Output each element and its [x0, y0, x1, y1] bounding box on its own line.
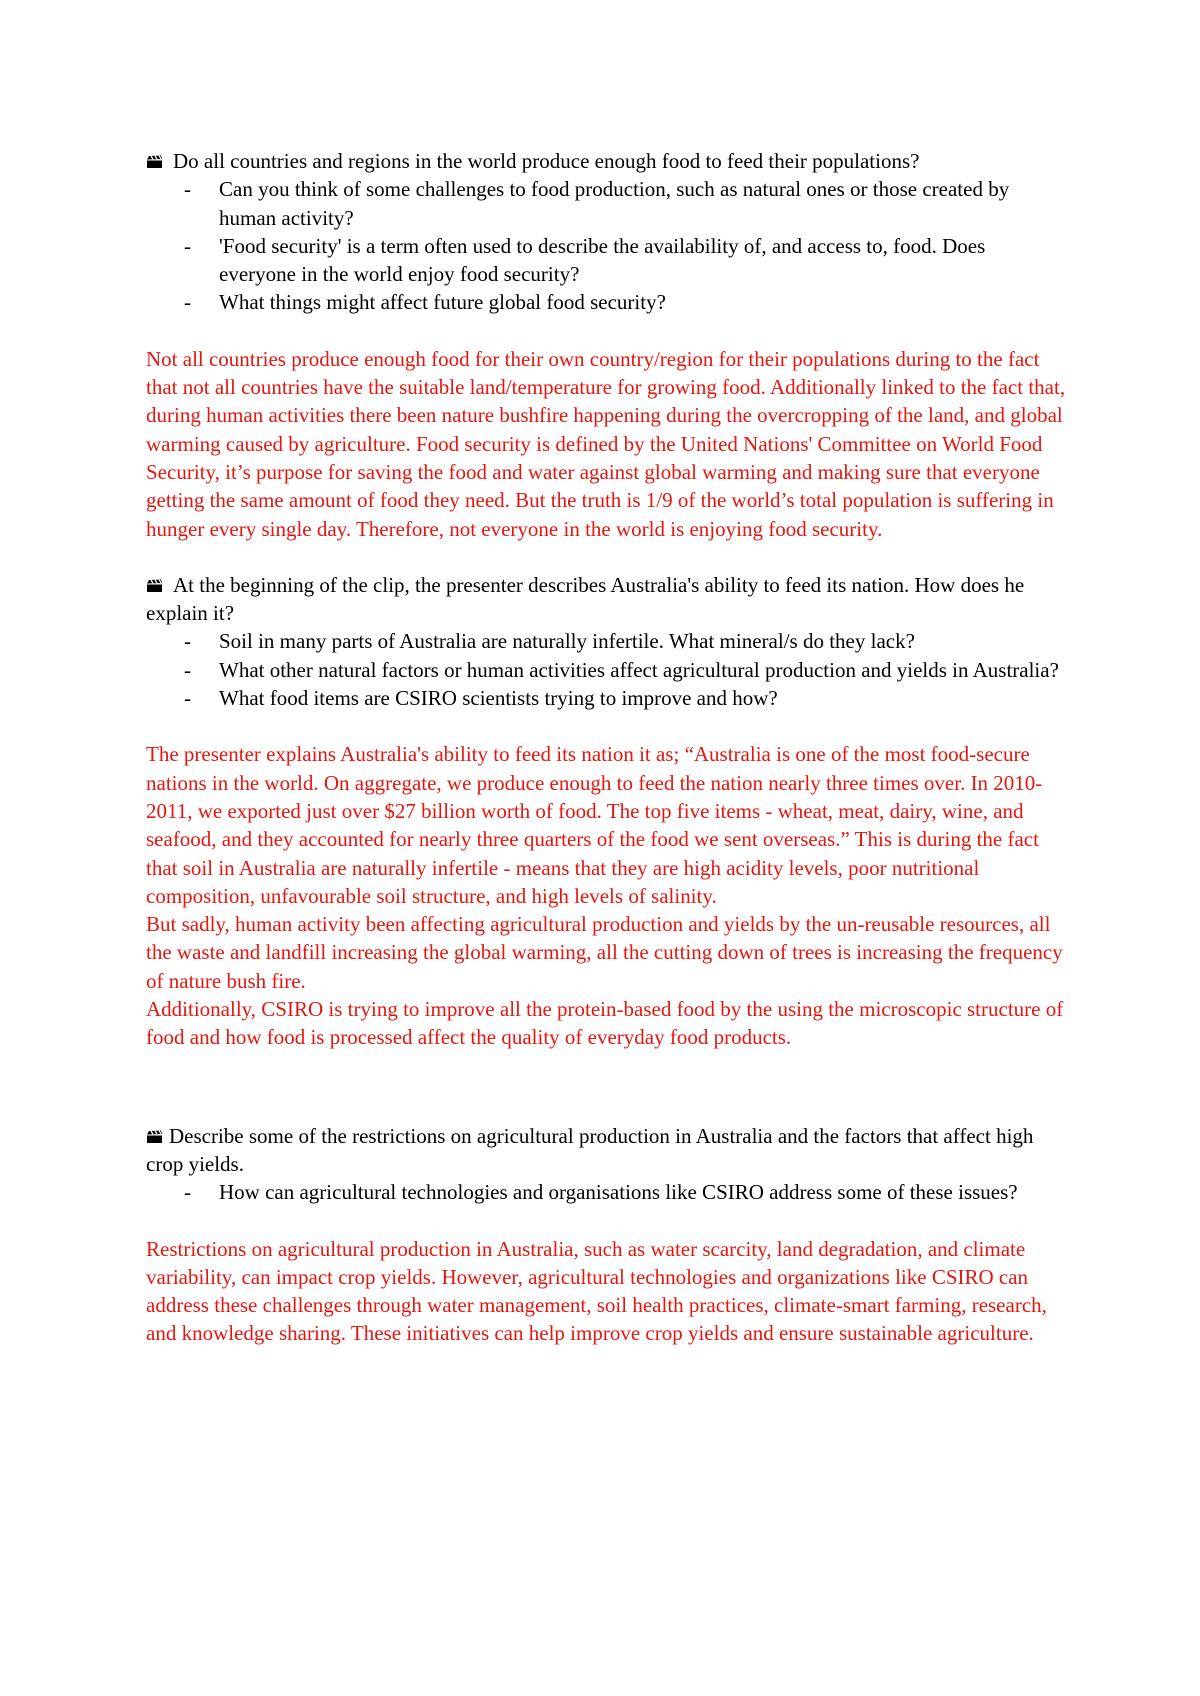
clapperboard-icon — [146, 155, 163, 169]
question-3 — [146, 1122, 1066, 1179]
question-block-2 — [146, 571, 1066, 712]
clapperboard-icon — [146, 1130, 163, 1144]
subquestion-list-2 — [146, 627, 1066, 712]
subquestion-list-3 — [146, 1178, 1066, 1206]
subquestion-item — [146, 627, 1066, 655]
question-1-text: Do all countries and regions in the world produce enough food to feed their populations? — [173, 149, 920, 173]
subquestion-text: What food items are CSIRO scientists trying to improve and how? — [219, 686, 778, 711]
subquestion-text: Can you think of some challenges to food production, such as natural ones or those created by human activity? — [219, 177, 1010, 230]
question-2-text: At the beginning of the clip, the presenter describes Australia's ability to feed its nation. How does he explain it? — [146, 572, 1025, 626]
subquestion-list-1 — [146, 175, 1066, 316]
subquestion-item — [146, 175, 1066, 232]
question-1 — [146, 147, 1066, 175]
question-block-3 — [146, 1122, 1066, 1207]
list-dash: - — [184, 1180, 191, 1205]
subquestion-item — [146, 656, 1066, 684]
spacer — [146, 317, 1066, 345]
question-block-1 — [146, 147, 1066, 317]
list-dash: - — [184, 657, 191, 682]
spacer — [146, 712, 1066, 740]
subquestion-item — [146, 1178, 1066, 1206]
document-body — [146, 147, 1066, 1348]
subquestion-text: What things might affect future global food security? — [219, 290, 666, 315]
list-dash: - — [184, 290, 191, 315]
spacer — [146, 1207, 1066, 1235]
subquestion-item — [146, 288, 1066, 316]
subquestion-text: How can agricultural technologies and organisations like CSIRO address some of these issues? — [219, 1180, 1018, 1205]
spacer — [146, 1052, 1066, 1122]
question-3-text: Describe some of the restrictions on agricultural production in Australia and the factors that affect high crop yields. — [146, 1123, 1034, 1176]
answer-2-paragraph-3: Additionally, CSIRO is trying to improve all the protein-based food by the using the microscopic structure of food and how food is processed affect the quality of everyday food products. — [146, 997, 1064, 1050]
list-dash: - — [184, 177, 191, 202]
list-dash: - — [184, 686, 191, 711]
subquestion-item — [146, 232, 1066, 289]
subquestion-item — [146, 684, 1066, 712]
subquestion-text: What other natural factors or human activities affect agricultural production and yields in Australia? — [219, 657, 1059, 682]
subquestion-text: Soil in many parts of Australia are naturally infertile. What mineral/s do they lack? — [219, 629, 915, 654]
answer-3: Restrictions on agricultural production in Australia, such as water scarcity, land degradation, and climate variability, can impact crop yields. However, agricultural technologies and organizations like CSIRO can address these challenges through water management, soil health practices, climate-smart farming, research, and knowledge sharing. These initiatives can help improve crop yields and ensure sustainable agriculture. — [146, 1236, 1047, 1346]
list-dash: - — [184, 629, 191, 654]
question-2 — [146, 571, 1066, 628]
clapperboard-icon — [146, 579, 163, 593]
answer-2-paragraph-2: But sadly, human activity been affecting agricultural production and yields by the un-reusable resources, all the waste and landfill increasing the global warming, all the cutting down of trees is increasing the frequency of nature bush fire. — [146, 912, 1063, 993]
answer-1: Not all countries produce enough food for their own country/region for their populations during to the fact that not all countries have the suitable land/temperature for growing food. Additionally linked to the fact that, during human activities there been nature bushfire happening during the overcropping of the land, and global warming caused by agriculture. Food security is defined by the United Nations' Committee on World Food Security, it’s purpose for saving the food and water against global warming and making sure that everyone getting the same amount of food they need. But the truth is 1/9 of the world’s total population is suffering in hunger every single day. Therefore, not everyone in the world is enjoying food security. — [146, 346, 1066, 541]
subquestion-text: 'Food security' is a term often used to describe the availability of, and access to, food. Does everyone in the world enjoy food security? — [219, 233, 986, 287]
spacer — [146, 543, 1066, 571]
answer-2-paragraph-1: The presenter explains Australia's ability to feed its nation it as; “Australia is one of the most food-secure nations in the world. On aggregate, we produce enough to feed the nation nearly three times over. In 2010-2011, we exported just over $27 billion worth of food. The top five items - wheat, meat, dairy, wine, and seafood, and they accounted for nearly three quarters of the food we sent overseas.” This is during the fact that soil in Australia are naturally infertile - means that they are high acidity levels, poor nutritional composition, unfavourable soil structure, and high levels of salinity. — [146, 742, 1043, 908]
list-dash: - — [184, 233, 191, 258]
